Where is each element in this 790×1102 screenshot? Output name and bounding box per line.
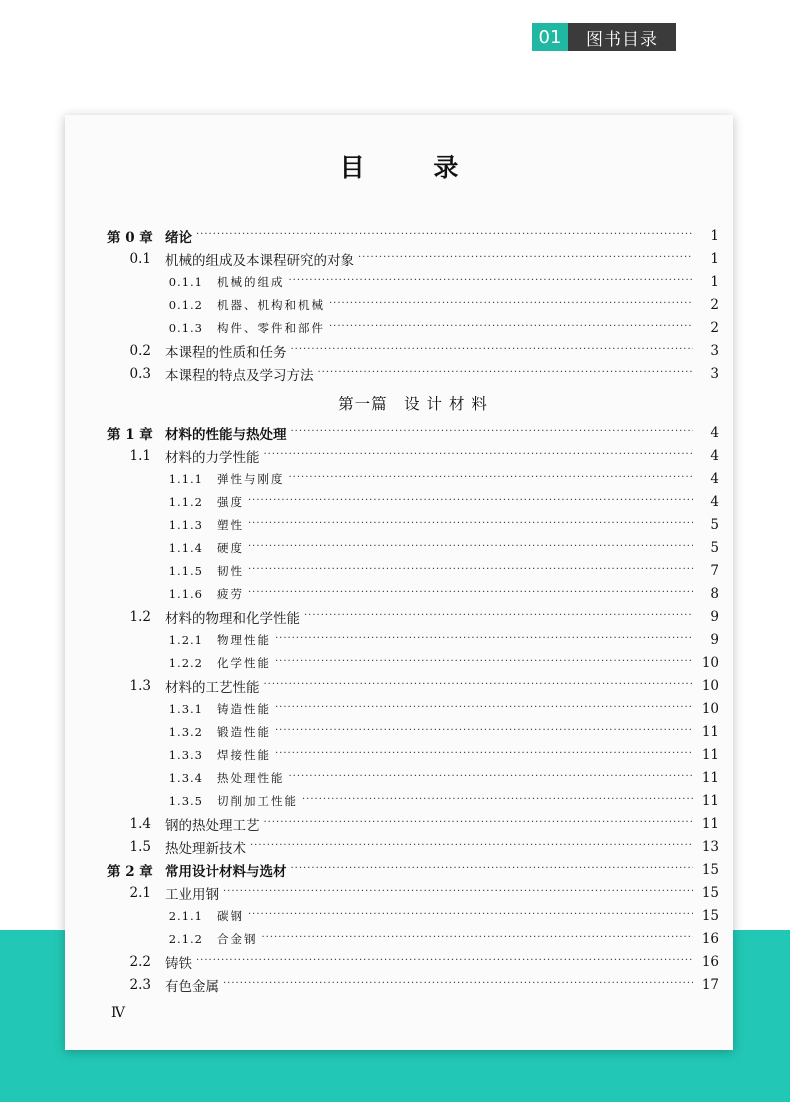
toc-subsection-entry[interactable] <box>107 766 719 789</box>
dot-leader <box>264 817 694 831</box>
entry-title: 钢的热处理工艺 <box>165 817 260 834</box>
dot-leader <box>275 702 693 716</box>
entry-title: 材料的物理和化学性能 <box>165 610 300 627</box>
entry-title: 绪论 <box>165 229 192 246</box>
toc-section-entry[interactable] <box>107 973 719 996</box>
entry-page: 9 <box>710 608 719 625</box>
dot-leader <box>223 886 693 900</box>
dot-leader <box>275 656 693 670</box>
entry-title: 构件、零件和部件 <box>217 320 325 335</box>
entry-page: 11 <box>701 746 719 763</box>
entry-title: 物理性能 <box>217 632 271 647</box>
entry-number: 0.1.2 <box>168 297 203 312</box>
entry-title: 塑性 <box>217 517 244 532</box>
toc-chapter-entry[interactable] <box>107 858 719 881</box>
toc-subsection-entry[interactable] <box>107 743 719 766</box>
entry-title: 热处理新技术 <box>165 840 246 857</box>
entry-number: 2.3 <box>129 976 151 993</box>
tag-label: 图书目录 <box>568 23 676 51</box>
toc-subsection-entry[interactable] <box>107 490 719 513</box>
dot-leader <box>250 840 693 854</box>
toc-subsection-entry[interactable] <box>107 536 719 559</box>
entry-page: 5 <box>710 539 719 556</box>
toc-section-entry[interactable] <box>107 950 719 973</box>
entry-title: 本课程的特点及学习方法 <box>165 367 314 384</box>
entry-number: 1.1.4 <box>168 540 203 555</box>
toc-subsection-entry[interactable] <box>107 270 719 293</box>
entry-number: 0.1 <box>129 250 151 267</box>
entry-page: 7 <box>710 562 719 579</box>
toc-subsection-entry[interactable] <box>107 467 719 490</box>
entry-number: 第 2 章 <box>107 863 153 880</box>
entry-number: 1.3.4 <box>168 770 203 785</box>
entry-number: 1.5 <box>129 838 151 855</box>
entry-number: 1.1.5 <box>168 563 203 578</box>
entry-number: 1.3.5 <box>168 793 203 808</box>
dot-leader <box>291 863 694 877</box>
entry-page: 11 <box>701 792 719 809</box>
entry-page: 13 <box>701 838 719 855</box>
dot-leader <box>289 275 694 289</box>
page-title: 目 录 <box>339 153 489 182</box>
entry-number: 0.3 <box>129 365 151 382</box>
entry-page: 10 <box>701 677 719 694</box>
dot-leader <box>196 229 693 243</box>
entry-page: 3 <box>710 342 719 359</box>
toc-section-entry[interactable] <box>107 362 719 385</box>
entry-page: 11 <box>701 723 719 740</box>
entry-number: 0.1.3 <box>168 320 203 335</box>
entry-page: 4 <box>710 447 719 464</box>
entry-title: 材料的性能与热处理 <box>165 426 287 443</box>
entry-number: 1.4 <box>129 815 151 832</box>
entry-number: 1.3 <box>129 677 151 694</box>
entry-number: 1.3.1 <box>168 701 203 716</box>
dot-leader <box>304 610 693 624</box>
entry-title: 本课程的性质和任务 <box>165 344 287 361</box>
entry-page: 4 <box>710 470 719 487</box>
entry-title: 硬度 <box>217 540 244 555</box>
entry-title: 疲劳 <box>217 586 244 601</box>
entry-number: 1.1.2 <box>168 494 203 509</box>
entry-title: 常用设计材料与选材 <box>165 863 287 880</box>
dot-leader <box>289 472 694 486</box>
entry-title: 强度 <box>217 494 244 509</box>
toc-subsection-entry[interactable] <box>107 927 719 950</box>
entry-page: 16 <box>701 930 719 947</box>
dot-leader <box>329 298 693 312</box>
entry-title: 锻造性能 <box>217 724 271 739</box>
entry-page: 3 <box>710 365 719 382</box>
entry-page: 4 <box>710 424 719 441</box>
toc-subsection-entry[interactable] <box>107 559 719 582</box>
entry-number: 2.2 <box>129 953 151 970</box>
entry-number: 1.1.1 <box>168 471 203 486</box>
dot-leader <box>358 252 693 266</box>
entry-title: 韧性 <box>217 563 244 578</box>
section-tag <box>532 23 676 51</box>
toc-section-entry[interactable] <box>107 812 719 835</box>
entry-page: 11 <box>701 815 719 832</box>
entry-number: 1.3.3 <box>168 747 203 762</box>
toc-subsection-entry[interactable] <box>107 316 719 339</box>
dot-leader <box>248 587 693 601</box>
dot-leader <box>248 518 693 532</box>
entry-page: 5 <box>710 516 719 533</box>
toc-section-entry[interactable] <box>107 674 719 697</box>
dot-leader <box>248 495 693 509</box>
toc-subsection-entry[interactable] <box>107 628 719 651</box>
tag-number: 01 <box>532 23 568 51</box>
dot-leader <box>248 564 693 578</box>
entry-page: 2 <box>710 319 719 336</box>
entry-page: 1 <box>710 227 719 244</box>
entry-title: 铸铁 <box>165 955 192 972</box>
dot-leader <box>248 909 693 923</box>
dot-leader <box>264 449 694 463</box>
dot-leader <box>291 344 694 358</box>
toc-subsection-entry[interactable] <box>107 697 719 720</box>
entry-number: 1.1 <box>129 447 151 464</box>
entry-number: 1.2.2 <box>168 655 203 670</box>
dot-leader <box>302 794 693 808</box>
entry-page: 8 <box>710 585 719 602</box>
dot-leader <box>248 541 693 555</box>
toc-subsection-entry[interactable] <box>107 720 719 743</box>
toc-subsection-entry[interactable] <box>107 904 719 927</box>
entry-title: 化学性能 <box>217 655 271 670</box>
entry-number: 1.3.2 <box>168 724 203 739</box>
toc-section-entry[interactable] <box>107 835 719 858</box>
toc-section-entry[interactable] <box>107 881 719 904</box>
entry-number: 1.2.1 <box>168 632 203 647</box>
entry-number: 1.1.3 <box>168 517 203 532</box>
entry-number: 2.1.2 <box>168 931 203 946</box>
entry-number: 第 1 章 <box>107 426 153 443</box>
entry-page: 4 <box>710 493 719 510</box>
entry-title: 合金钢 <box>217 931 258 946</box>
toc-section-entry[interactable] <box>107 339 719 362</box>
entry-number: 0.1.1 <box>168 274 203 289</box>
dot-leader <box>196 955 693 969</box>
toc-subsection-entry[interactable] <box>107 582 719 605</box>
dot-leader <box>289 771 694 785</box>
toc-list <box>107 224 719 996</box>
part-heading: 第一篇 设 计 材 料 <box>338 395 488 413</box>
entry-page: 11 <box>701 769 719 786</box>
entry-title: 机械的组成 <box>217 274 285 289</box>
entry-number: 1.2 <box>129 608 151 625</box>
entry-title: 机械的组成及本课程研究的对象 <box>165 252 354 269</box>
toc-subsection-entry[interactable] <box>107 293 719 316</box>
entry-title: 有色金属 <box>165 978 219 995</box>
entry-number: 1.1.6 <box>168 586 203 601</box>
entry-number: 2.1.1 <box>168 908 203 923</box>
entry-page: 15 <box>701 884 719 901</box>
toc-subsection-entry[interactable] <box>107 789 719 812</box>
entry-title: 铸造性能 <box>217 701 271 716</box>
entry-page: 10 <box>701 700 719 717</box>
dot-leader <box>275 748 693 762</box>
entry-page: 1 <box>710 250 719 267</box>
toc-section-entry[interactable] <box>107 247 719 270</box>
toc-chapter-entry[interactable] <box>107 224 719 247</box>
entry-title: 工业用钢 <box>165 886 219 903</box>
dot-leader <box>318 367 694 381</box>
entry-page: 16 <box>701 953 719 970</box>
entry-title: 材料的工艺性能 <box>165 679 260 696</box>
entry-number: 第 0 章 <box>107 229 153 246</box>
toc-section-entry[interactable] <box>107 444 719 467</box>
dot-leader <box>291 426 694 440</box>
toc-subsection-entry[interactable] <box>107 513 719 536</box>
entry-page: 15 <box>701 907 719 924</box>
entry-title: 切削加工性能 <box>217 793 298 808</box>
toc-section-entry[interactable] <box>107 605 719 628</box>
entry-title: 热处理性能 <box>217 770 285 785</box>
entry-title: 弹性与刚度 <box>217 471 285 486</box>
dot-leader <box>275 633 693 647</box>
dot-leader <box>223 978 693 992</box>
entry-page: 15 <box>701 861 719 878</box>
dot-leader <box>329 321 693 335</box>
page-number: Ⅳ <box>111 1005 125 1021</box>
entry-title: 机器、机构和机械 <box>217 297 325 312</box>
dot-leader <box>275 725 693 739</box>
entry-page: 9 <box>710 631 719 648</box>
toc-chapter-entry[interactable] <box>107 421 719 444</box>
entry-page: 17 <box>701 976 719 993</box>
entry-page: 2 <box>710 296 719 313</box>
dot-leader <box>264 679 694 693</box>
entry-page: 10 <box>701 654 719 671</box>
entry-title: 焊接性能 <box>217 747 271 762</box>
toc-subsection-entry[interactable] <box>107 651 719 674</box>
entry-number: 0.2 <box>129 342 151 359</box>
entry-page: 1 <box>710 273 719 290</box>
entry-title: 材料的力学性能 <box>165 449 260 466</box>
toc-page <box>65 115 733 1050</box>
dot-leader <box>262 932 694 946</box>
entry-title: 碳钢 <box>217 908 244 923</box>
entry-number: 2.1 <box>129 884 151 901</box>
